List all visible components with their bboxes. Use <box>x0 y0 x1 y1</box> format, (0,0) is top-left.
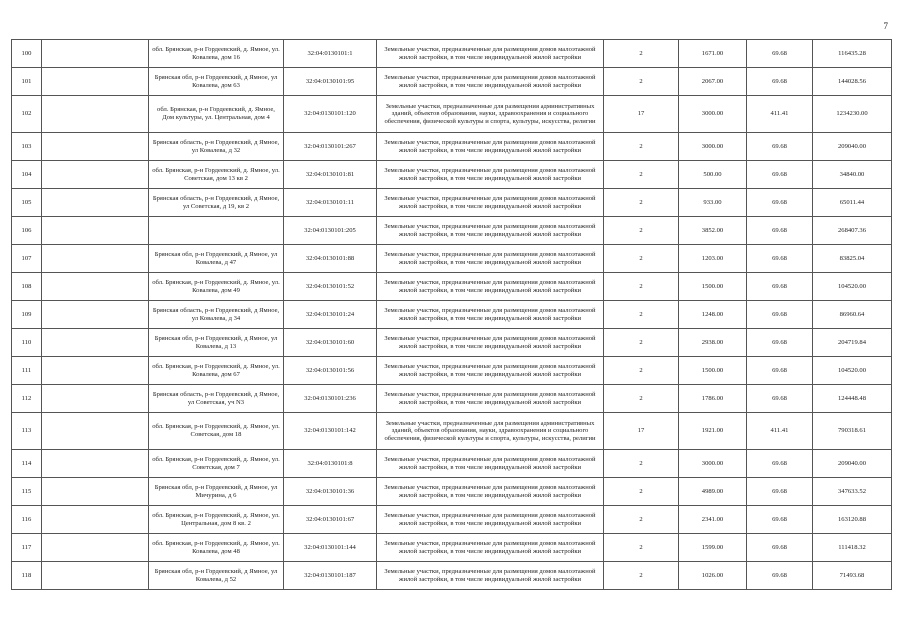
specific-value-cell: 69.68 <box>747 357 813 385</box>
address-cell: обл. Брянская, р-н Гордеевский, д. Ямное, ул. Советская, дом 7 <box>149 450 284 478</box>
empty-cell <box>42 450 149 478</box>
group-code-cell: 2 <box>604 478 679 506</box>
empty-cell <box>42 245 149 273</box>
table-row <box>12 245 892 273</box>
group-code-cell: 17 <box>604 413 679 450</box>
cadastral-number-cell: 32:04:0130101:205 <box>284 217 377 245</box>
group-code-cell: 2 <box>604 273 679 301</box>
empty-cell <box>42 189 149 217</box>
empty-cell <box>42 506 149 534</box>
empty-cell <box>42 217 149 245</box>
land-use-cell: Земельные участки, предназначенные для размещения домов малоэтажной жилой застройки, в том числе индивидуальной жилой застройки <box>377 562 604 590</box>
specific-value-cell: 69.68 <box>747 189 813 217</box>
area-cell: 3000.00 <box>679 450 747 478</box>
group-code-cell: 2 <box>604 562 679 590</box>
group-code-cell: 2 <box>604 245 679 273</box>
table-row <box>12 357 892 385</box>
land-use-cell: Земельные участки, предназначенные для размещения домов малоэтажной жилой застройки, в том числе индивидуальной жилой застройки <box>377 329 604 357</box>
land-use-cell: Земельные участки, предназначенные для размещения домов малоэтажной жилой застройки, в том числе индивидуальной жилой застройки <box>377 273 604 301</box>
cadastral-value-cell: 347633.52 <box>813 478 892 506</box>
land-use-cell: Земельные участки, предназначенные для размещения домов малоэтажной жилой застройки, в том числе индивидуальной жилой застройки <box>377 506 604 534</box>
row-number-cell: 116 <box>12 506 42 534</box>
area-cell: 500.00 <box>679 161 747 189</box>
cadastral-number-cell: 32:04:0130101:81 <box>284 161 377 189</box>
cadastral-value-cell: 34840.00 <box>813 161 892 189</box>
land-use-cell: Земельные участки, предназначенные для размещения домов малоэтажной жилой застройки, в том числе индивидуальной жилой застройки <box>377 133 604 161</box>
table-row <box>12 385 892 413</box>
table-row <box>12 96 892 133</box>
address-cell: Брянская обл, р-н Гордеевский, д Ямное, ул Ковалева, д 47 <box>149 245 284 273</box>
cadastral-number-cell: 32:04:0130101:120 <box>284 96 377 133</box>
address-cell: обл. Брянская, р-н Гордеевский, д. Ямное, ул. Советская, дом 18 <box>149 413 284 450</box>
area-cell: 2938.00 <box>679 329 747 357</box>
cadastral-number-cell: 32:04:0130101:52 <box>284 273 377 301</box>
specific-value-cell: 69.68 <box>747 245 813 273</box>
cadastral-number-cell: 32:04:0130101:36 <box>284 478 377 506</box>
cadastral-number-cell: 32:04:0130101:144 <box>284 534 377 562</box>
area-cell: 4989.00 <box>679 478 747 506</box>
group-code-cell: 2 <box>604 217 679 245</box>
cadastral-value-cell: 163120.88 <box>813 506 892 534</box>
land-use-cell: Земельные участки, предназначенные для размещения домов малоэтажной жилой застройки, в том числе индивидуальной жилой застройки <box>377 534 604 562</box>
address-cell: Брянская область, р-н Гордеевский, д Ямное, ул Ковалева, д 34 <box>149 301 284 329</box>
row-number-cell: 109 <box>12 301 42 329</box>
cadastral-number-cell: 32:04:0130101:11 <box>284 189 377 217</box>
cadastral-number-cell: 32:04:0130101:24 <box>284 301 377 329</box>
specific-value-cell: 69.68 <box>747 450 813 478</box>
empty-cell <box>42 562 149 590</box>
cadastral-number-cell: 32:04:0130101:1 <box>284 40 377 68</box>
cadastral-value-cell: 104520.00 <box>813 357 892 385</box>
group-code-cell: 2 <box>604 385 679 413</box>
table-row <box>12 161 892 189</box>
row-number-cell: 117 <box>12 534 42 562</box>
cadastral-number-cell: 32:04:0130101:88 <box>284 245 377 273</box>
specific-value-cell: 411.41 <box>747 413 813 450</box>
area-cell: 1248.00 <box>679 301 747 329</box>
cadastral-value-cell: 209040.00 <box>813 450 892 478</box>
specific-value-cell: 69.68 <box>747 133 813 161</box>
address-cell: Брянская обл, р-н Гордеевский, д Ямное, ул Ковалева, дом 63 <box>149 68 284 96</box>
area-cell: 1026.00 <box>679 562 747 590</box>
address-cell: Брянская область, р-н Гордеевский, д Ямное, ул Советская, уч N3 <box>149 385 284 413</box>
group-code-cell: 2 <box>604 161 679 189</box>
table-row <box>12 506 892 534</box>
empty-cell <box>42 357 149 385</box>
group-code-cell: 2 <box>604 133 679 161</box>
specific-value-cell: 411.41 <box>747 96 813 133</box>
address-cell: обл. Брянская, р-н Гордеевский, д. Ямное, ул. Ковалева, дом 16 <box>149 40 284 68</box>
table-row <box>12 562 892 590</box>
cadastral-number-cell: 32:04:0130101:60 <box>284 329 377 357</box>
cadastral-value-cell: 268407.36 <box>813 217 892 245</box>
land-plot-table <box>11 39 892 590</box>
area-cell: 3000.00 <box>679 96 747 133</box>
empty-cell <box>42 161 149 189</box>
specific-value-cell: 69.68 <box>747 301 813 329</box>
area-cell: 933.00 <box>679 189 747 217</box>
specific-value-cell: 69.68 <box>747 161 813 189</box>
cadastral-value-cell: 116435.28 <box>813 40 892 68</box>
area-cell: 2341.00 <box>679 506 747 534</box>
row-number-cell: 108 <box>12 273 42 301</box>
empty-cell <box>42 478 149 506</box>
row-number-cell: 110 <box>12 329 42 357</box>
land-use-cell: Земельные участки, предназначенные для размещения домов малоэтажной жилой застройки, в том числе индивидуальной жилой застройки <box>377 217 604 245</box>
cadastral-number-cell: 32:04:0130101:187 <box>284 562 377 590</box>
empty-cell <box>42 385 149 413</box>
table-row <box>12 329 892 357</box>
cadastral-value-cell: 104520.00 <box>813 273 892 301</box>
group-code-cell: 2 <box>604 301 679 329</box>
specific-value-cell: 69.68 <box>747 273 813 301</box>
cadastral-number-cell: 32:04:0130101:236 <box>284 385 377 413</box>
empty-cell <box>42 329 149 357</box>
group-code-cell: 2 <box>604 189 679 217</box>
row-number-cell: 106 <box>12 217 42 245</box>
table-body <box>12 40 892 590</box>
row-number-cell: 113 <box>12 413 42 450</box>
cadastral-number-cell: 32:04:0130101:56 <box>284 357 377 385</box>
address-cell: обл. Брянская, р-н Гордеевский, д. Ямное, ул. Ковалева, дом 48 <box>149 534 284 562</box>
address-cell: обл. Брянская, р-н Гордеевский, д. Ямное, ул. Центральная, дом 8 кв. 2 <box>149 506 284 534</box>
specific-value-cell: 69.68 <box>747 329 813 357</box>
land-use-cell: Земельные участки, предназначенные для размещения домов малоэтажной жилой застройки, в том числе индивидуальной жилой застройки <box>377 161 604 189</box>
cadastral-value-cell: 209040.00 <box>813 133 892 161</box>
page-number: 7 <box>883 21 888 31</box>
area-cell: 1599.00 <box>679 534 747 562</box>
cadastral-number-cell: 32:04:0130101:67 <box>284 506 377 534</box>
land-use-cell: Земельные участки, предназначенные для размещения домов малоэтажной жилой застройки, в том числе индивидуальной жилой застройки <box>377 68 604 96</box>
cadastral-value-cell: 86960.64 <box>813 301 892 329</box>
table-row <box>12 40 892 68</box>
land-use-cell: Земельные участки, предназначенные для размещения домов малоэтажной жилой застройки, в том числе индивидуальной жилой застройки <box>377 450 604 478</box>
cadastral-value-cell: 124448.48 <box>813 385 892 413</box>
row-number-cell: 100 <box>12 40 42 68</box>
cadastral-value-cell: 144028.56 <box>813 68 892 96</box>
address-cell: обл. Брянская, р-н Гордеевский, д. Ямное, Дом культуры, ул. Центральная, дом 4 <box>149 96 284 133</box>
table-row <box>12 68 892 96</box>
empty-cell <box>42 133 149 161</box>
specific-value-cell: 69.68 <box>747 217 813 245</box>
specific-value-cell: 69.68 <box>747 385 813 413</box>
cadastral-number-cell: 32:04:0130101:142 <box>284 413 377 450</box>
group-code-cell: 2 <box>604 506 679 534</box>
specific-value-cell: 69.68 <box>747 478 813 506</box>
row-number-cell: 105 <box>12 189 42 217</box>
cadastral-number-cell: 32:04:0130101:8 <box>284 450 377 478</box>
row-number-cell: 115 <box>12 478 42 506</box>
cadastral-value-cell: 83825.04 <box>813 245 892 273</box>
row-number-cell: 102 <box>12 96 42 133</box>
land-use-cell: Земельные участки, предназначенные для размещения домов малоэтажной жилой застройки, в том числе индивидуальной жилой застройки <box>377 357 604 385</box>
group-code-cell: 2 <box>604 68 679 96</box>
area-cell: 1500.00 <box>679 273 747 301</box>
empty-cell <box>42 96 149 133</box>
area-cell: 1671.00 <box>679 40 747 68</box>
cadastral-value-cell: 204719.84 <box>813 329 892 357</box>
row-number-cell: 118 <box>12 562 42 590</box>
empty-cell <box>42 40 149 68</box>
row-number-cell: 101 <box>12 68 42 96</box>
group-code-cell: 2 <box>604 357 679 385</box>
land-use-cell: Земельные участки, предназначенные для размещения домов малоэтажной жилой застройки, в том числе индивидуальной жилой застройки <box>377 40 604 68</box>
empty-cell <box>42 301 149 329</box>
address-cell: Брянская обл, р-н Гордеевский, д Ямное, ул Ковалева, д 52 <box>149 562 284 590</box>
cadastral-number-cell: 32:04:0130101:267 <box>284 133 377 161</box>
address-cell: Брянская область, р-н Гордеевский, д Ямное, ул Ковалева, д 32 <box>149 133 284 161</box>
table-row <box>12 478 892 506</box>
group-code-cell: 2 <box>604 329 679 357</box>
cadastral-value-cell: 71493.68 <box>813 562 892 590</box>
group-code-cell: 2 <box>604 40 679 68</box>
specific-value-cell: 69.68 <box>747 562 813 590</box>
group-code-cell: 2 <box>604 450 679 478</box>
table-row <box>12 413 892 450</box>
area-cell: 3000.00 <box>679 133 747 161</box>
area-cell: 3852.00 <box>679 217 747 245</box>
land-use-cell: Земельные участки, предназначенные для размещения домов малоэтажной жилой застройки, в том числе индивидуальной жилой застройки <box>377 385 604 413</box>
row-number-cell: 104 <box>12 161 42 189</box>
group-code-cell: 2 <box>604 534 679 562</box>
land-use-cell: Земельные участки, предназначенные для размещения домов малоэтажной жилой застройки, в том числе индивидуальной жилой застройки <box>377 478 604 506</box>
table-row <box>12 450 892 478</box>
empty-cell <box>42 413 149 450</box>
row-number-cell: 114 <box>12 450 42 478</box>
specific-value-cell: 69.68 <box>747 534 813 562</box>
address-cell: обл. Брянская, р-н Гордеевский, д. Ямное, ул. Ковалева, дом 49 <box>149 273 284 301</box>
specific-value-cell: 69.68 <box>747 68 813 96</box>
table-row <box>12 273 892 301</box>
address-cell: обл. Брянская, р-н Гордеевский, д. Ямное, ул. Советская, дом 13 кв 2 <box>149 161 284 189</box>
address-cell: Брянская область, р-н Гордеевский, д Ямное, ул Советская, д 19, кв 2 <box>149 189 284 217</box>
cadastral-value-cell: 790318.61 <box>813 413 892 450</box>
table-row <box>12 217 892 245</box>
cadastral-value-cell: 65011.44 <box>813 189 892 217</box>
empty-cell <box>42 68 149 96</box>
address-cell: обл. Брянская, р-н Гордеевский, д. Ямное, ул. Ковалева, дом 67 <box>149 357 284 385</box>
area-cell: 1203.00 <box>679 245 747 273</box>
area-cell: 1921.00 <box>679 413 747 450</box>
cadastral-number-cell: 32:04:0130101:95 <box>284 68 377 96</box>
area-cell: 1786.00 <box>679 385 747 413</box>
table-row <box>12 133 892 161</box>
specific-value-cell: 69.68 <box>747 40 813 68</box>
land-use-cell: Земельные участки, предназначенные для размещения административных зданий, объектов образования, науки, здравоохранения и социального обеспечения, физической культуры и спорта, культуры, искусства, религии <box>377 96 604 133</box>
row-number-cell: 111 <box>12 357 42 385</box>
row-number-cell: 112 <box>12 385 42 413</box>
empty-cell <box>42 534 149 562</box>
cadastral-value-cell: 1234230.00 <box>813 96 892 133</box>
empty-cell <box>42 273 149 301</box>
land-use-cell: Земельные участки, предназначенные для размещения домов малоэтажной жилой застройки, в том числе индивидуальной жилой застройки <box>377 189 604 217</box>
group-code-cell: 17 <box>604 96 679 133</box>
row-number-cell: 107 <box>12 245 42 273</box>
land-use-cell: Земельные участки, предназначенные для размещения административных зданий, объектов образования, науки, здравоохранения и социального обеспечения, физической культуры и спорта, культуры, искусства, религии <box>377 413 604 450</box>
address-cell: Брянская обл, р-н Гордеевский, д Ямное, ул Ковалева, д 13 <box>149 329 284 357</box>
table-row <box>12 301 892 329</box>
area-cell: 1500.00 <box>679 357 747 385</box>
table-row <box>12 534 892 562</box>
address-cell <box>149 217 284 245</box>
land-use-cell: Земельные участки, предназначенные для размещения домов малоэтажной жилой застройки, в том числе индивидуальной жилой застройки <box>377 301 604 329</box>
land-use-cell: Земельные участки, предназначенные для размещения домов малоэтажной жилой застройки, в том числе индивидуальной жилой застройки <box>377 245 604 273</box>
area-cell: 2067.00 <box>679 68 747 96</box>
address-cell: Брянская обл, р-н Гордеевский, д Ямное, ул Мичурина, д 6 <box>149 478 284 506</box>
table-row <box>12 189 892 217</box>
cadastral-value-cell: 111418.32 <box>813 534 892 562</box>
specific-value-cell: 69.68 <box>747 506 813 534</box>
row-number-cell: 103 <box>12 133 42 161</box>
